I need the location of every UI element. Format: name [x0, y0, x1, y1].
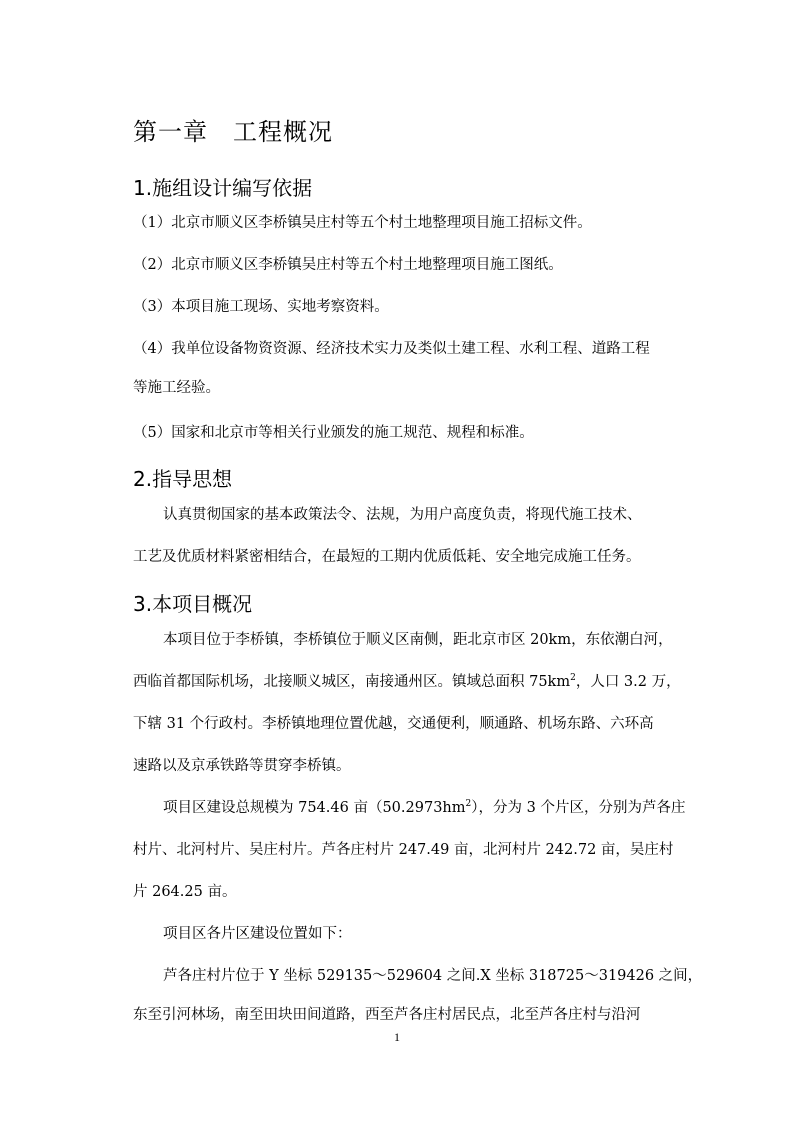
overview-p1-line-3: 下辖 31 个行政村。李桥镇地理位置优越，交通便利，顺通路、机场东路、六环高 [133, 716, 654, 732]
overview-p2-line-3: 片 264.25 亩。 [133, 884, 237, 900]
page-number: 1 [394, 1030, 400, 1044]
overview-p2-line-1: 项目区建设总规模为 754.46 亩$(50.2973hm^2)$，分为 3 个片区，分别为芦各庄 [163, 799, 686, 816]
overview-p2-line-2: 村片、北河村片、吴庄村片。芦各庄村片 247.49 亩，北河村片 242.72 亩，吴庄村 [133, 842, 674, 858]
overview-p4-line-2: 东至引河林场，南至田块田间道路，西至芦各庄村居民点，北至芦各庄村与沿河 [133, 1007, 641, 1023]
section-heading-guiding: 2.指导思想 [133, 467, 233, 491]
section-heading-overview: 3.本项目概况 [133, 592, 253, 616]
overview-p1-line-4: 速路以及京承铁路等贯穿李桥镇。 [133, 758, 351, 774]
chapter-title: 第一章 工程概况 [133, 118, 333, 146]
basis-item-3: （3）本项目施工现场、实地考察资料。 [133, 299, 389, 315]
basis-item-5: （5）国家和北京市等相关行业颁发的施工规范、规程和标准。 [133, 425, 534, 441]
overview-p4-line-1: 芦各庄村片位于 Y 坐标 529135～529604 之间.X 坐标 318725～319426 之间， [163, 968, 703, 984]
overview-p1-line-2: 西临首都国际机场，北接顺义城区，南接通州区。镇域总面积 $75km^2$，人口 3.2 万， [133, 673, 681, 690]
overview-p1-line-1: 本项目位于李桥镇，李桥镇位于顺义区南侧，距北京市区 20km，东依潮白河， [163, 632, 673, 648]
overview-p3: 项目区各片区建设位置如下： [163, 926, 352, 942]
section-heading-basis: 1.施组设计编写依据 [133, 176, 313, 200]
guiding-line-1: 认真贯彻国家的基本政策法令、法规，为用户高度负责，将现代施工技术、 [163, 507, 642, 523]
guiding-line-2: 工艺及优质材料紧密相结合，在最短的工期内优质低耗、安全地完成施工任务。 [133, 549, 641, 565]
basis-item-4-cont: 等施工经验。 [133, 380, 220, 396]
basis-item-1: （1）北京市顺义区李桥镇吴庄村等五个村土地整理项目施工招标文件。 [133, 215, 592, 231]
basis-item-2: （2）北京市顺义区李桥镇吴庄村等五个村土地整理项目施工图纸。 [133, 257, 563, 273]
basis-item-4: （4）我单位设备物资资源、经济技术实力及类似土建工程、水利工程、道路工程 [133, 341, 650, 357]
